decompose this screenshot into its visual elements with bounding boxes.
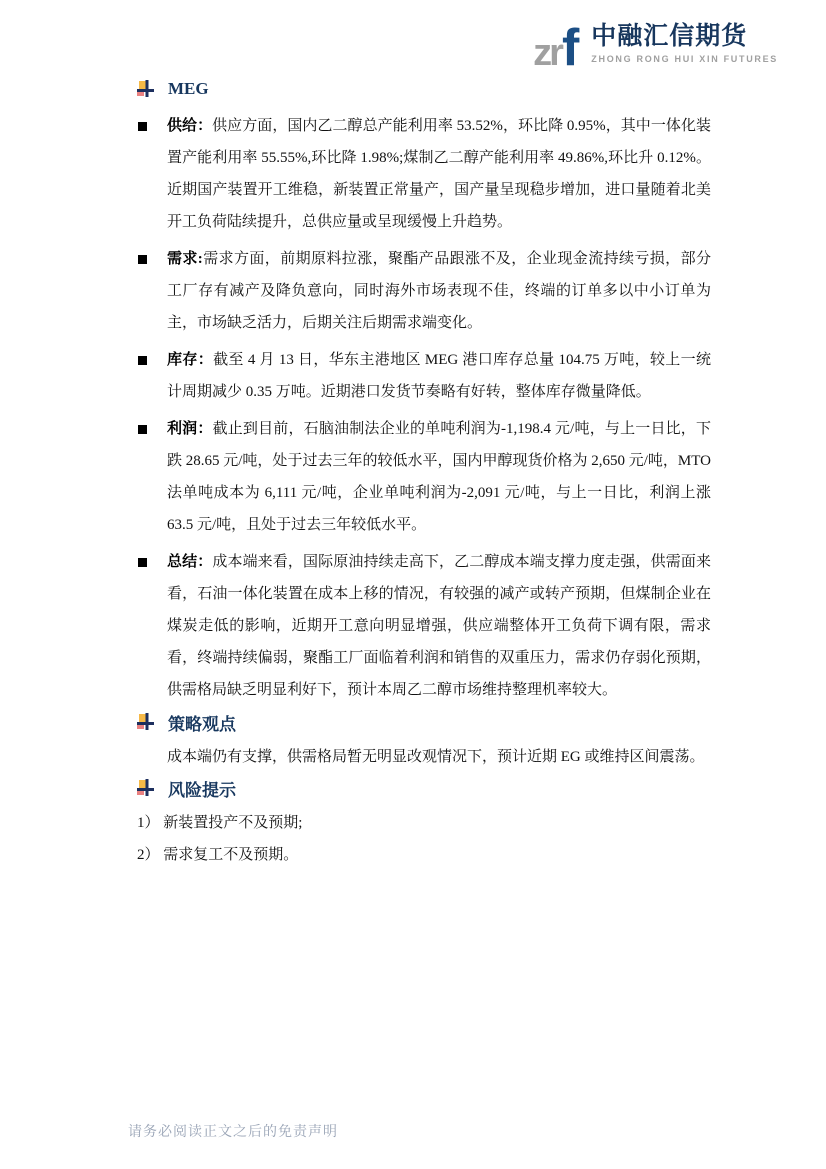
logo-names <box>591 22 778 64</box>
strategy-heading-text: 策略观点 <box>168 714 236 734</box>
logo-acronym-blue: f <box>561 19 580 77</box>
footer-disclaimer: 请务必阅读正文之后的免责声明 <box>128 1125 338 1140</box>
square-bullet-icon <box>138 558 147 567</box>
bullet-item-profit <box>137 413 711 541</box>
bullet-label-inventory: 库存： <box>167 352 214 368</box>
meg-heading-text: MEG <box>168 79 209 98</box>
bullet-label-profit: 利润： <box>167 421 213 437</box>
bullet-text-supply: 供应方面，国内乙二醇总产能利用率 53.52%，环比降 0.95%，其中一体化装置产能利用率 55.55%,环比降 1.98%;煤制乙二醇产能利用率 49.86%,环比升 0.12%。近期国产装置开工维稳，新装置正常量产，国产量呈现稳步增加，进口量随着北美开工负荷陆续提升，总供应量或呈现缓慢上升趋势。 <box>167 118 711 230</box>
logo-acronym <box>533 19 580 77</box>
company-name-en: ZHONG RONG HUI XIN FUTURES <box>591 53 778 64</box>
section-heading-risk <box>137 777 711 799</box>
bullet-item-demand <box>137 243 711 339</box>
square-bullet-icon <box>138 356 147 365</box>
bullet-text-summary: 成本端来看，国际原油持续走高下，乙二醇成本端支撑力度走强，供需面来看，石油一体化装置在成本上移的情况，有较强的减产或转产预期，但煤制企业在煤炭走低的影响，近期开工意向明显增强，供应端整体开工负荷下调有限，需求看，终端持续偏弱，聚酯工厂面临着利润和销售的双重压力，需求仍存弱化预期，供需格局缺乏明显利好下，预计本周乙二醇市场维持整理机率较大。 <box>167 554 711 698</box>
sparkle-cross-bullet-icon <box>137 80 155 98</box>
bullet-label-demand: 需求: <box>167 251 203 267</box>
report-body <box>137 78 711 871</box>
bullet-item-summary <box>137 546 711 706</box>
logo-acronym-gray: zr <box>533 32 561 74</box>
square-bullet-icon <box>138 122 147 131</box>
section-heading-meg <box>137 78 711 100</box>
strategy-paragraph: 成本端仍有支撑，供需格局暂无明显改观情况下，预计近期 EG 或维持区间震荡。 <box>167 749 705 765</box>
bullet-label-supply: 供给： <box>167 118 213 134</box>
bullet-text-profit: 截止到目前，石脑油制法企业的单吨利润为-1,198.4 元/吨，与上一日比，下跌 28.65 元/吨，处于过去三年的较低水平，国内甲醇现货价格为 2,650 元/吨，MTO 法单吨成本为 6,111 元/吨，企业单吨利润为-2,091 元/吨，与上一日比，利润上涨 63.5 元/吨，且处于过去三年较低水平。 <box>167 421 711 533</box>
risk-heading-text: 风险提示 <box>168 780 236 800</box>
section-heading-strategy <box>137 711 711 733</box>
square-bullet-icon <box>138 425 147 434</box>
square-bullet-icon <box>138 255 147 264</box>
bullet-item-inventory <box>137 344 711 408</box>
bullet-item-supply <box>137 110 711 238</box>
risk-item-1: 1） 新装置投产不及预期; <box>137 815 303 831</box>
sparkle-cross-bullet-icon <box>137 779 155 797</box>
bullet-label-summary: 总结： <box>167 554 213 570</box>
bullet-text-inventory: 截至 4 月 13 日，华东主港地区 MEG 港口库存总量 104.75 万吨，较上一统计周期减少 0.35 万吨。近期港口发货节奏略有好转，整体库存微量降低。 <box>167 352 711 400</box>
company-name-cn: 中融汇信期货 <box>591 22 748 50</box>
risk-item-2: 2） 需求复工不及预期。 <box>137 847 299 863</box>
bullet-text-demand: 需求方面，前期原料拉涨，聚酯产品跟涨不及，企业现金流持续亏损，部分工厂存有减产及降负意向，同时海外市场表现不佳，终端的订单多以中小订单为主，市场缺乏活力，后期关注后期需求端变化。 <box>167 251 711 331</box>
company-logo <box>533 12 778 77</box>
sparkle-cross-bullet-icon <box>137 713 155 731</box>
